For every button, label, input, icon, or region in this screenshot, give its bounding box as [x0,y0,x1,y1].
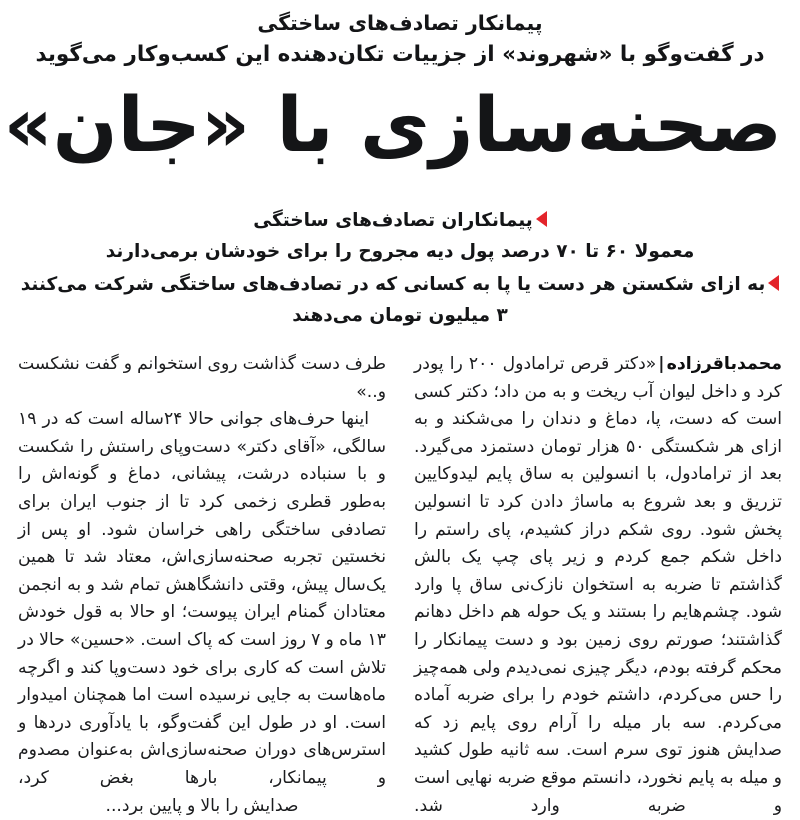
article-kicker [18,8,782,71]
subhead-text: به ازای شکستن هر دست یا پا به کسانی که در تصادف‌های ساختگی شرکت می‌کنند [21,274,766,295]
body-text-left-2: اینها حرف‌های جوانی حالا ۲۴ساله است که در ۱۹ سالگی، «آقای دکتر» دست‌وپای راستش را شکست و با سنباده درشت، پیشانی، دماغ و گونه‌اش را به‌طور قطری زخمی کرد تا از جنوب ایران برای تصادفی ساختگی راهی خراسان شود. او پس از نخستین تجربه صحنه‌سازی‌اش، معتاد شد تا همین یک‌سال پیش، وقتی دانشگاهش تمام شد و به انجمن معتادان گمنام ایران پیوست؛ او حالا به قول خودش ۱۳ ماه و ۷ روز است که پاک است. «حسین» حالا در تلاش است که کاری برای خود دست‌وپا کند و اگرچه ماه‌هاست به جایی نرسیده است اما همچنان امیدوار است. او در طول این گفت‌وگو، با یادآوری دردها و استرس‌های دوران صحنه‌سازی‌اش به‌عنوان مصدوم و پیمانکار، بارها بغض کرد، [18,409,386,788]
column-right [414,351,782,771]
column-left [18,351,386,771]
red-triangle-bullet-icon [768,275,779,291]
subhead-line [18,205,782,236]
body-text-left-1: طرف دست گذاشت روی استخوانم و گفت نشکست و..» [18,354,386,402]
subhead-line: معمولا ۶۰ تا ۷۰ درصد پول دیه مجروح را برای خودشان برمی‌دارند [18,236,782,267]
red-triangle-bullet-icon [536,211,547,227]
subhead-item [18,269,782,331]
subhead-text: پیمانکاران تصادف‌های ساختگی [253,210,533,231]
kicker-line-1: پیمانکار تصادف‌های ساختگی [18,8,782,38]
subhead-line [18,269,782,300]
byline-author: محمدباقرزاده [667,354,782,374]
subhead-list [18,205,782,331]
body-paragraph-left-1 [18,351,386,406]
body-paragraph-left-2 [18,406,386,792]
body-text-right: «دکتر قرص ترامادول ۲۰۰ را پودر کرد و داخل لیوان آب ریخت و به من داد؛ دکتر کسی است که دست، پا، دماغ و دندان را می‌شکند و به ازای هر شکستگی ۵۰ هزار تومان دستمزد می‌گیرد. بعد از ترامادول، با انسولین به ساق پایم لیدوکایین تزریق و بعد شروع به ماساژ دادن کرد تا انسولین پخش شود. روی شکم دراز کشیدم، پای راستم را داخل شکم جمع کردم و زیر پای چپ یک بالش گذاشتم تا ضربه به استخوان نازک‌نی ساق پا وارد شود. چشم‌هایم را بستند و یک حوله هم داخل دهانم گذاشتند؛ صورتم روی زمین بود و دست پیمانکار را محکم گرفته بودم، دیگر چیزی نمی‌دیدم ولی همه‌چیز را حس می‌کردم، داشتم خودم را برای ضربه آماده می‌کردم. سه بار میله را آرام روی پایم زد که صدایش هنوز توی سرم است. سه ثانیه طول کشید و میله به پایم نخورد، دانستم موقع ضربه نهایی است و ضربه وارد شد. [414,354,782,816]
subhead-item [18,205,782,267]
body-paragraph-left-3 [18,793,386,820]
article-body [18,351,782,771]
byline-separator: | [656,354,666,374]
body-text-left-3: صدایش را بالا و پایین برد... [106,796,299,816]
subhead-line: ۳ میلیون تومان می‌دهند [18,300,782,331]
body-paragraph-right [414,351,782,820]
page-title: صحنه‌سازی با «جان» [18,77,782,173]
kicker-line-2: در گفت‌وگو با «شهروند» از جزییات تکان‌دهنده این کسب‌وکار می‌گوید [18,38,782,71]
